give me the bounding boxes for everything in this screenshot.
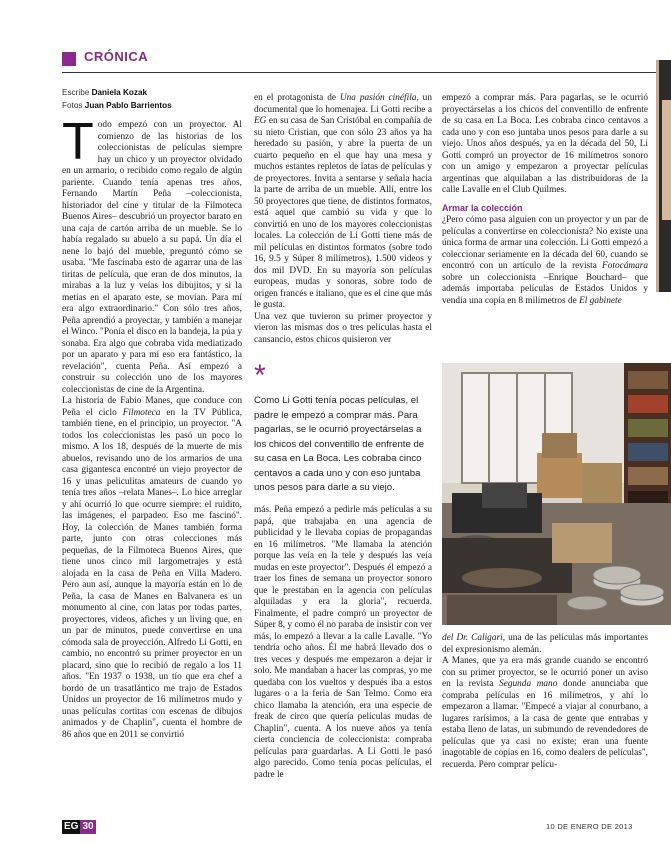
column-2-paragraph-2: Una vez que tuvieron su primer proyector y vieron las mismas dos o tres películas hasta el cansancio, estos chicos quisieron ver [254, 311, 432, 345]
subheading: Armar la colección [442, 202, 523, 213]
column-3-paragraph-2: ¿Pero cómo pasa alguien con un proyector y un par de películas a convertirse en coleccionista? No existe una única forma de armar una colección. Li Gotti empezó a coleccionar seriamente en la década del 60, cuando se encontró con un artículo de la revista Fotocámara sobre un coleccionista –Enrique Bouchard– que además importaba películas de Estados Unidos y vendía una copia en 8 milímetros de El gabinete [442, 215, 648, 306]
column-2-paragraph-1: en el protagonista de Una pasión cinéfila, un documental que lo homenajea. Li Gotti recibe a EG en su casa de San Cristóbal en compañía de su nieto Cristian, que con sólo 23 años ya ha heredado su pasión, y abre la puerta de un cuarto pequeño en el que hay una mesa y muchos estantes repletos de latas de películas y de proyectores. Invita a sentarse y señala hacia la parte de arriba de un mueble. Allí, entre los 50 proyectores que tiene, de distintos formatos, está aquel que cambió su vida y que lo convirtió en uno de los mayores coleccionistas locales. La colección de Li Gotti tiene más de mil películas en distintos formatos (sobre todo 16, 9.5 y Súper 8 milímetros), 1.500 videos y dos mil DVD. En su mayoría son películas europeas, mudas y sonoras, sobre todo de origen francés e italiano, que es el cine que más le gusta. [254, 93, 432, 310]
column-3-paragraph-3: del Dr. Caligari, una de las películas más importantes del expresionismo alemán. [442, 633, 648, 655]
column-2-continued [254, 505, 432, 810]
column-3-continued [442, 633, 648, 810]
asterisk-icon: * [254, 359, 266, 392]
column-1 [62, 113, 243, 810]
column-3-paragraph-4: A Manes, que ya era más grande cuando se encontró con su primer proyector, se le ocurrió poner un aviso en la revista Segunda mano donde anunciaba que compraba películas en 16 milímetros, y ahí lo empezaron a llamar. "Empecé a viajar al conurbano, a lugares rarísimos, a la casa de gente que entrabas y estaba lleno de latas, un submundo de revendedores de películas que ya casi no existe; eran una fuente inagotable de copias en 16, como dealers de películas", recuerda. Pero comprar pelícu- [442, 656, 648, 770]
photo-prefix: Fotos [62, 101, 83, 110]
photographer-name: Juan Pablo Barrientos [84, 101, 172, 110]
column-3-paragraph-1: empezó a comprar más. Para pagarlas, se le ocurrió proyectárselas a los chicos del conventillo de enfrente de su casa en La Boca. Les cobraba cinco centavos a cada uno y con eso juntaba unos pesos para darle a su viejo. Unos años después, ya en la década del 50, Li Gotti compró un proyector de 16 milímetros sonoro con un amigo y empezaron a proyectar películas argentinas que alquilaban a las distribuidoras de la calle Lavalle en el Club Quilmes. [442, 93, 648, 195]
issue-date: 10 DE ENERO DE 2013 [546, 822, 633, 831]
column-1-paragraph-1: Todo empezó con un proyector. Al comienzo de las historias de los coleccionistas de películas siempre hay un chico y un proyector olvidado en un armario, o recibido como regalo de algún pariente. Cuando tenía apenas tres años, Fernando Martín Peña –coleccionista, historiador del cine y titular de la Filmoteca Buenos Aires– descubrió un proyector barato en una caja de cartón arriba de un mueble. Se lo había regalado su abuelo a su papá. Un día el nene lo bajó del mueble, preguntó cómo se usaba. "Me fascinaba esto de agarrar una de las tiritas de película, que eran de dos minutos, la mirabas a la luz y veías los dibujitos, y si la metías en el aparato este, se movían. Para mí era algo extraordinario." Con sólo tres años, Peña aprendió a proyectar, y también a manejar el Winco. "Ponía el disco en la bandeja, la púa y sonaba. Era algo que cobraba vida mediatizado por un aparato y para mí eso era fantástico, la revelación", cuenta Peña. Así empezó a construir su colección uno de los mayores coleccionistas de cine de la Argentina. [62, 113, 242, 395]
writer-name: Daniela Kozak [91, 88, 148, 97]
section-marker [62, 52, 76, 66]
byline [62, 86, 172, 112]
header-divider [62, 72, 658, 73]
drop-cap: T [62, 113, 94, 171]
column-1-paragraph-2: La historia de Fabio Manes, que conduce con Peña el ciclo Filmoteca en la TV Pública, también tiene, en el principio, un proyector. "A todos los coleccionistas les pasó un poco lo mismo. A los 18, después de la muerte de mis abuelos, revisando uno de los armarios de una casa gigantesca encontré un viejo proyector de 16 y unas peliculitas amateurs de cuando yo tenía tres años –relata Manes–. Lo hice arreglar y ahí ocurrió lo que ocurre siempre: el ruidito, las imágenes, el parpadeo. Eso me fascinó". Hoy, la colección de Manes también forma parte, junto con otras colecciones más pequeñas, de la Filmoteca Buenos Aires, que tiene unos cinco mil largometrajes y está alojada en la casa de Peña en Villa Madero. Pero aun así, aunque la mayoría están en lo de Peña, la casa de Manes en Balvanera es un monumento al cine, con latas por todas partes, proyectores, videos, afiches y un living que, en un par de minutos, puede convertirse en una cómoda sala de proyección. Alfredo Li Gotti, en cambio, no encontró su primer proyector en un placard, sino que lo recibió de regalo a los 11 años. "En 1937 o 1938, un tío que era chef a bordo de un trasatlántico me trajo de Estados Unidos un proyector de 16 milímetros mudo y unas películas cortitas con escenas de dibujos animados y de Chaplin", cuenta el hombre de 86 años que en 2011 se convirtió [62, 396, 243, 740]
column-2 [254, 93, 432, 357]
adjacent-photo-edge [656, 60, 671, 292]
column-3 [442, 93, 648, 361]
magazine-logo: EG 30 [64, 821, 94, 832]
column-2-paragraph-3: más. Peña empezó a pedirle más películas a su papá, que trabajaba en una agencia de publicidad y le llevaba copias de propagandas en 16 milímetros. "Me llamaba la atención porque las veía en la tele y después las veía mudas en este proyector". Después él empezó a traer los fines de semana un proyector sonoro que le prestaban en la agencia con películas alquiladas y era la gloria", recuerda. Finalmente, el padre compró un proyector de Súper 8, y como él no paraba de insistir con ver más, lo empezó a llevar a la calle Lavalle. "Yo tendría ocho años. Él me habrá llevado dos o tres veces y después me empezaron a dejar ir solo. Me mandaban a hacer las compras, yo me quedaba con los vueltos y después iba a estos lugares o a la feria de San Telmo. Como era chico llamaba la atención, era una especie de freak de circo que quería películas mudas de Chaplin", cuenta. A los nueve años ya tenía cierta conciencia de coleccionista: compraba películas para guardarlas. A Li Gotti le pasó algo parecido. Como tenía pocas películas, el padre le [254, 505, 432, 780]
writer-prefix: Escribe [62, 88, 90, 97]
collection-room-photo [442, 363, 671, 625]
page-number: 30 [82, 821, 94, 832]
pull-quote: Como Li Gotti tenía pocas películas, el padre le empezó a comprar más. Para pagarlas, se le ocurrió proyectárselas a los chicos del conventillo de enfrente de su casa en La Boca. Les cobraba cinco centavos a cada uno y con eso juntaba unos pesos para darle a su viejo. [254, 395, 425, 493]
section-title: CRÓNICA [84, 49, 149, 64]
